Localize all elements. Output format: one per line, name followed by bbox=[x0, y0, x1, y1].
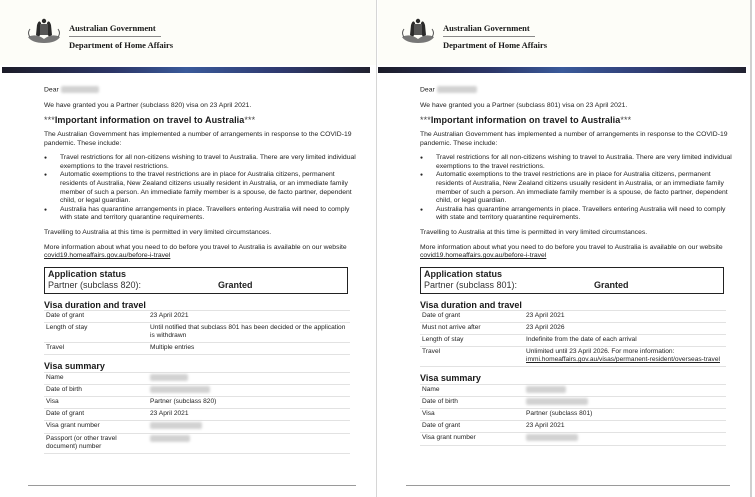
list-item: ● Australia has quarantine arrangements in place. Travellers entering Australia will need to comply with state and territory quarantine requirements. bbox=[44, 206, 360, 223]
government-label: Australian Government bbox=[443, 23, 535, 37]
table-row: Date of grant 23 April 2021 bbox=[44, 409, 350, 421]
table-row: Length of stay Indefinite from the date of each arrival bbox=[420, 335, 726, 347]
table-row: Name bbox=[420, 384, 726, 396]
duration-table bbox=[420, 310, 726, 367]
redacted-value bbox=[150, 386, 210, 393]
overseas-travel-link[interactable]: immi.homeaffairs.gov.au/visas/permanent-resident/overseas-travel bbox=[526, 356, 720, 364]
visa-grant-letter-801 bbox=[378, 0, 752, 497]
limited-circumstances-paragraph: Travelling to Australia at this time is permitted in very limited circumstances. bbox=[44, 229, 272, 237]
restrictions-list bbox=[420, 154, 736, 223]
summary-table bbox=[44, 372, 350, 454]
letter-body bbox=[44, 86, 360, 454]
table-row: Name bbox=[44, 372, 350, 384]
redacted-recipient bbox=[437, 86, 477, 93]
summary-table bbox=[420, 384, 726, 446]
department-label: Department of Home Affairs bbox=[69, 40, 174, 50]
limited-circumstances-paragraph: Travelling to Australia at this time is permitted in very limited circumstances. bbox=[420, 229, 648, 237]
application-status-box bbox=[420, 267, 724, 294]
salutation: Dear bbox=[420, 86, 736, 95]
summary-section-title: Visa summary bbox=[420, 373, 481, 384]
table-row: Length of stay Until notified that subclass 801 has been decided or the application is withdrawn bbox=[44, 323, 350, 343]
status-visa: Partner (subclass 801): bbox=[424, 279, 518, 290]
redacted-recipient bbox=[61, 86, 99, 93]
table-row: Visa Partner (subclass 801) bbox=[420, 409, 726, 421]
travel-heading: ***Important information on travel to Australia*** bbox=[44, 115, 256, 126]
grant-intro: We have granted you a Partner (subclass 820) visa on 23 April 2021. bbox=[44, 101, 252, 109]
application-status-box bbox=[44, 267, 348, 294]
redacted-value bbox=[526, 398, 588, 405]
table-row: Travel Unlimited until 23 April 2026. For more information: immi.homeaffairs.gov.au/visas/permanent-resident/overseas-travel bbox=[420, 347, 726, 367]
department-label: Department of Home Affairs bbox=[443, 40, 548, 50]
status-badge: Granted bbox=[594, 279, 629, 290]
redacted-value bbox=[150, 435, 190, 442]
letterhead bbox=[378, 0, 750, 65]
letterhead bbox=[0, 0, 376, 65]
more-info-paragraph: More information about what you need to do before you travel to Australia is available on our website covid19.homeaffairs.gov.au/before-i-travel bbox=[44, 243, 347, 260]
table-row: Visa Partner (subclass 820) bbox=[44, 397, 350, 409]
footer-divider bbox=[406, 485, 730, 486]
redacted-value bbox=[150, 422, 202, 429]
list-item: ● Australia has quarantine arrangements in place. Travellers entering Australia will need to comply with state and territory quarantine requirements. bbox=[420, 206, 736, 223]
table-row: Passport (or other travel document) number bbox=[44, 433, 350, 453]
status-title: Application status bbox=[48, 268, 127, 279]
table-row: Date of birth bbox=[420, 397, 726, 409]
letter-body bbox=[420, 86, 736, 446]
table-row: Visa grant number bbox=[420, 433, 726, 445]
duration-table bbox=[44, 310, 350, 355]
covid-arrangements-paragraph: The Australian Government has implemented a number of arrangements in response to the COVID-19 pandemic. These include: bbox=[44, 131, 352, 147]
travel-heading: ***Important information on travel to Australia*** bbox=[420, 115, 632, 126]
list-item: ● Automatic exemptions to the travel restrictions are in place for Australia citizens, permanent residents of Australia, New Zealand citizens usually resident in Australia, or an immediate family member of such a person. An immediate family member is a spouse, de facto partner, dependent child, or legal guardian. bbox=[44, 171, 360, 205]
coat-of-arms-icon bbox=[398, 15, 438, 49]
header-bar bbox=[378, 67, 746, 73]
grant-intro: We have granted you a Partner (subclass 801) visa on 23 April 2021. bbox=[420, 101, 628, 109]
more-info-paragraph: More information about what you need to do before you travel to Australia is available on our website covid19.homeaffairs.gov.au/before-i-travel bbox=[420, 243, 723, 260]
coat-of-arms-icon bbox=[24, 15, 64, 49]
table-row: Date of birth bbox=[44, 385, 350, 397]
salutation: Dear bbox=[44, 86, 360, 95]
visa-grant-letter-820 bbox=[0, 0, 377, 497]
status-badge: Granted bbox=[218, 279, 253, 290]
duration-section-title: Visa duration and travel bbox=[44, 299, 146, 310]
summary-section-title: Visa summary bbox=[44, 361, 105, 372]
restrictions-list bbox=[44, 154, 360, 223]
redacted-value bbox=[526, 434, 578, 441]
list-item: ● Travel restrictions for all non-citizens wishing to travel to Australia. There are very limited individual exemptions to the travel restrictions. bbox=[420, 154, 736, 171]
status-visa: Partner (subclass 820): bbox=[48, 279, 142, 290]
table-row: Must not arrive after 23 April 2026 bbox=[420, 323, 726, 335]
status-title: Application status bbox=[424, 268, 503, 279]
government-label: Australian Government bbox=[69, 23, 161, 37]
duration-section-title: Visa duration and travel bbox=[420, 299, 522, 310]
redacted-value bbox=[526, 386, 566, 393]
header-bar bbox=[2, 67, 370, 73]
table-row: Travel Multiple entries bbox=[44, 343, 350, 355]
redacted-value bbox=[150, 374, 188, 381]
table-row: Date of grant 23 April 2021 bbox=[420, 421, 726, 433]
table-row: Date of grant 23 April 2021 bbox=[44, 311, 350, 323]
covid-arrangements-paragraph: The Australian Government has implemented a number of arrangements in response to the COVID-19 pandemic. These include: bbox=[420, 131, 728, 147]
agency-name bbox=[69, 23, 173, 50]
list-item: ● Automatic exemptions to the travel restrictions are in place for Australia citizens, permanent residents of Australia, New Zealand citizens usually resident in Australia, or an immediate family member of such a person. An immediate family member is a spouse, de facto partner, dependent child, or legal guardian. bbox=[420, 171, 736, 205]
covid-travel-link[interactable]: covid19.homeaffairs.gov.au/before-i-travel bbox=[44, 252, 171, 260]
agency-name bbox=[443, 23, 547, 50]
covid-travel-link[interactable]: covid19.homeaffairs.gov.au/before-i-travel bbox=[420, 252, 547, 260]
table-row: Visa grant number bbox=[44, 421, 350, 433]
table-row: Date of grant 23 April 2021 bbox=[420, 311, 726, 323]
list-item: ● Travel restrictions for all non-citizens wishing to travel to Australia. There are very limited individual exemptions to the travel restrictions. bbox=[44, 154, 360, 171]
footer-divider bbox=[28, 485, 356, 486]
